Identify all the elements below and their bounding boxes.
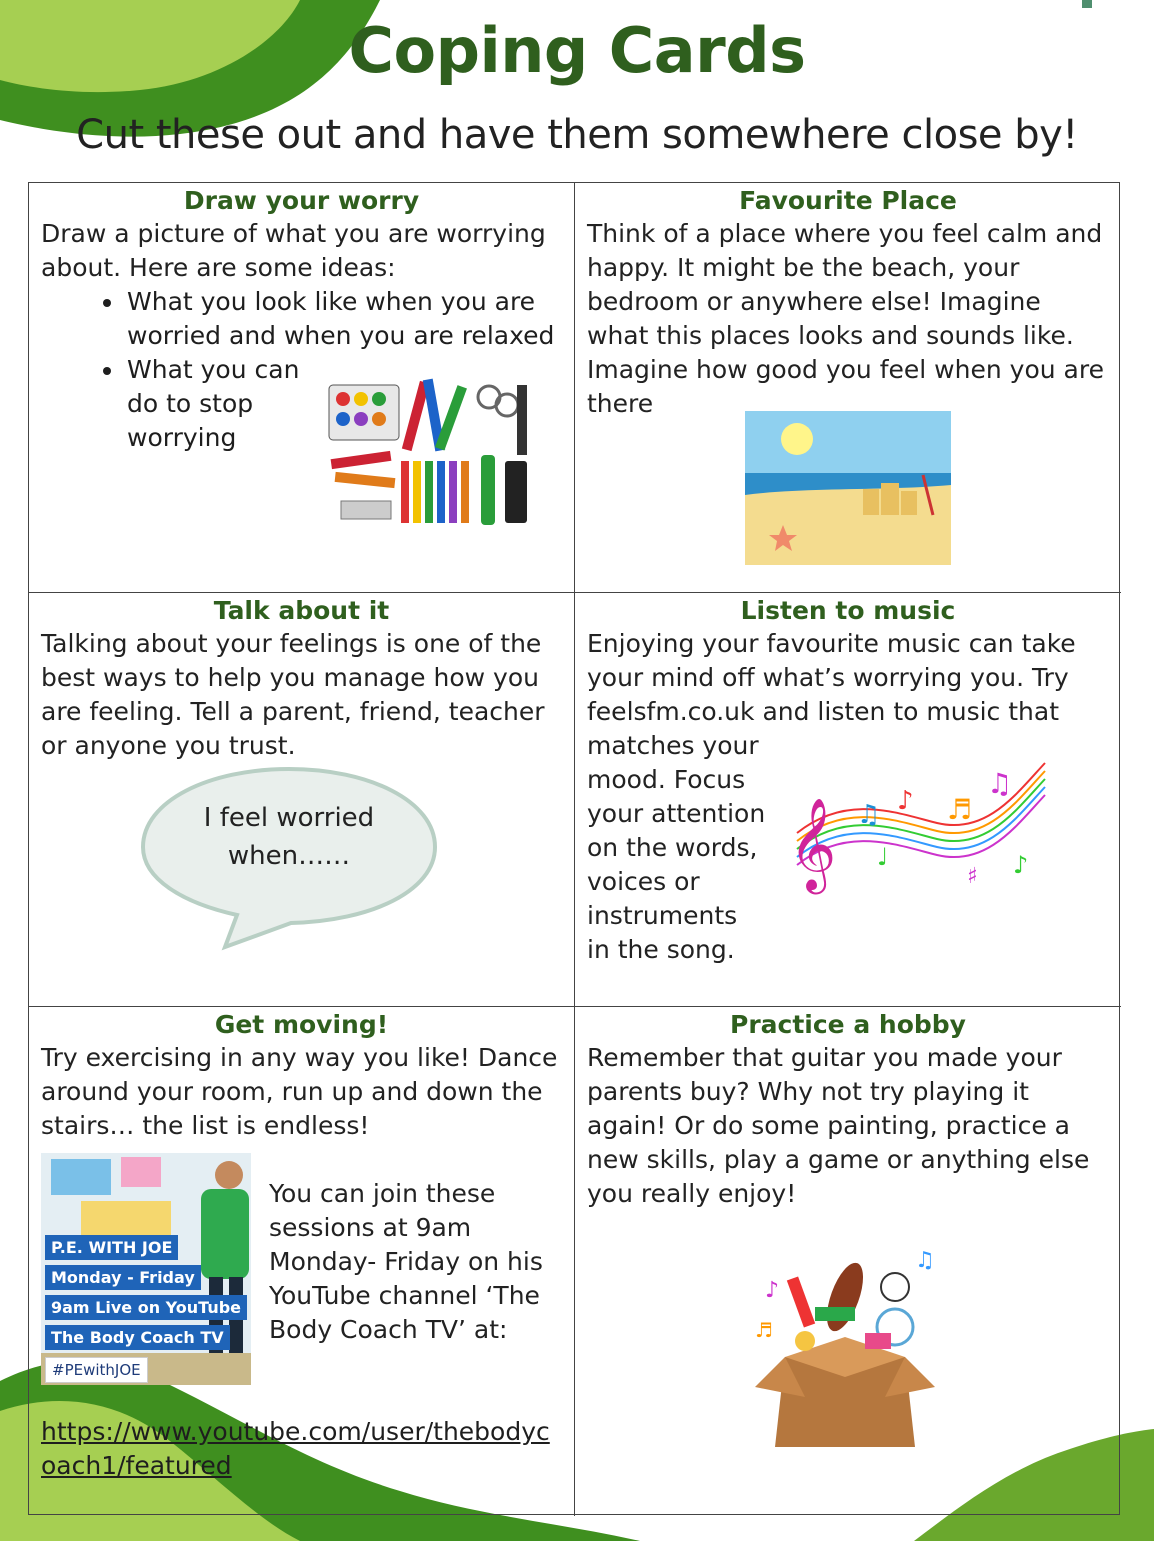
- bubble-line-2: when……: [227, 841, 351, 871]
- svg-text:♪: ♪: [1013, 851, 1029, 879]
- card-title: Draw your worry: [183, 186, 420, 215]
- card-listen-to-music: [575, 593, 1121, 1007]
- svg-text:♬: ♬: [947, 793, 973, 826]
- poster-line-3: 9am Live on YouTube: [45, 1295, 247, 1320]
- speech-bubble: [139, 765, 439, 955]
- page-subtitle: Cut these out and have them somewhere close by!: [76, 112, 1078, 158]
- card-text: Think of a place where you feel calm and happy. It might be the beach, your bedroom or anywhere else! Imagine what this places looks and sounds like. Imagine how good you feel when you are there: [587, 219, 1104, 418]
- list-item: • What you can do to stop worrying: [125, 353, 317, 455]
- card-text: Draw a picture of what you are worrying about. Here are some ideas:: [41, 219, 546, 282]
- svg-text:♪: ♪: [897, 786, 914, 816]
- card-text: Enjoying your favourite music can take your mind off what’s worrying you. Try feelsfm.co.uk and listen to music that: [587, 629, 1076, 726]
- card-text: Talking about your feelings is one of the best ways to help you manage how you are feeling. Tell a parent, friend, teacher or anyone you trust.: [41, 629, 545, 760]
- coping-cards-grid: [28, 182, 1120, 1515]
- svg-text:♫: ♫: [857, 800, 881, 830]
- svg-text:♩: ♩: [877, 843, 889, 871]
- card-favourite-place: [575, 183, 1121, 593]
- card-title: Get moving!: [214, 1010, 389, 1039]
- svg-text:♫: ♫: [987, 767, 1013, 800]
- beach-icon: [745, 411, 951, 565]
- card-practice-a-hobby: [575, 1007, 1121, 1516]
- art-supplies-icon: [321, 375, 537, 531]
- list-item: • What you look like when you are worried and when you are relaxed: [125, 285, 562, 353]
- card-text: Try exercising in any way you like! Dance around your room, run up and down the stairs… the list is endless!: [41, 1043, 558, 1140]
- card-title: Practice a hobby: [730, 1010, 966, 1039]
- card-text: Remember that guitar you made your parents buy? Why not try playing it again! Or do some painting, practice a new skills, play a game or anything else you really enjoy!: [587, 1043, 1090, 1208]
- poster-line-4: The Body Coach TV: [45, 1325, 230, 1350]
- card-title: Listen to music: [740, 596, 956, 625]
- pe-with-joe-poster: [41, 1153, 251, 1385]
- youtube-link[interactable]: https://www.youtube.com/user/thebodycoach1/featured: [41, 1417, 550, 1480]
- svg-text:♯: ♯: [967, 864, 978, 889]
- svg-text:♪: ♪: [765, 1278, 780, 1303]
- card-talk-about-it: [29, 593, 575, 1007]
- card-get-moving: [29, 1007, 575, 1516]
- poster-hashtag: #PEwithJOE: [45, 1357, 148, 1383]
- poster-line-2: Monday - Friday: [45, 1265, 201, 1290]
- card-title: Talk about it: [213, 596, 390, 625]
- svg-text:𝄞: 𝄞: [789, 797, 837, 890]
- youtube-info-text: You can join these sessions at 9am Monday- Friday on his YouTube channel ‘The Body Coach TV’ at:: [269, 1179, 543, 1344]
- svg-text:♬: ♬: [755, 1318, 773, 1342]
- card-text-side: matches your mood. Focus your attention on the words, voices or instruments in the song.: [587, 731, 766, 964]
- page-title: Coping Cards: [348, 14, 806, 87]
- hobby-box-icon: [745, 1237, 945, 1457]
- svg-text:♫: ♫: [915, 1248, 935, 1273]
- card-draw-your-worry: [29, 183, 575, 593]
- music-notes-icon: [787, 753, 1049, 903]
- card-title: Favourite Place: [739, 186, 957, 215]
- bubble-line-1: I feel worried: [203, 803, 375, 833]
- top-right-mark: [1082, 0, 1092, 8]
- poster-line-1: P.E. WITH JOE: [45, 1235, 178, 1260]
